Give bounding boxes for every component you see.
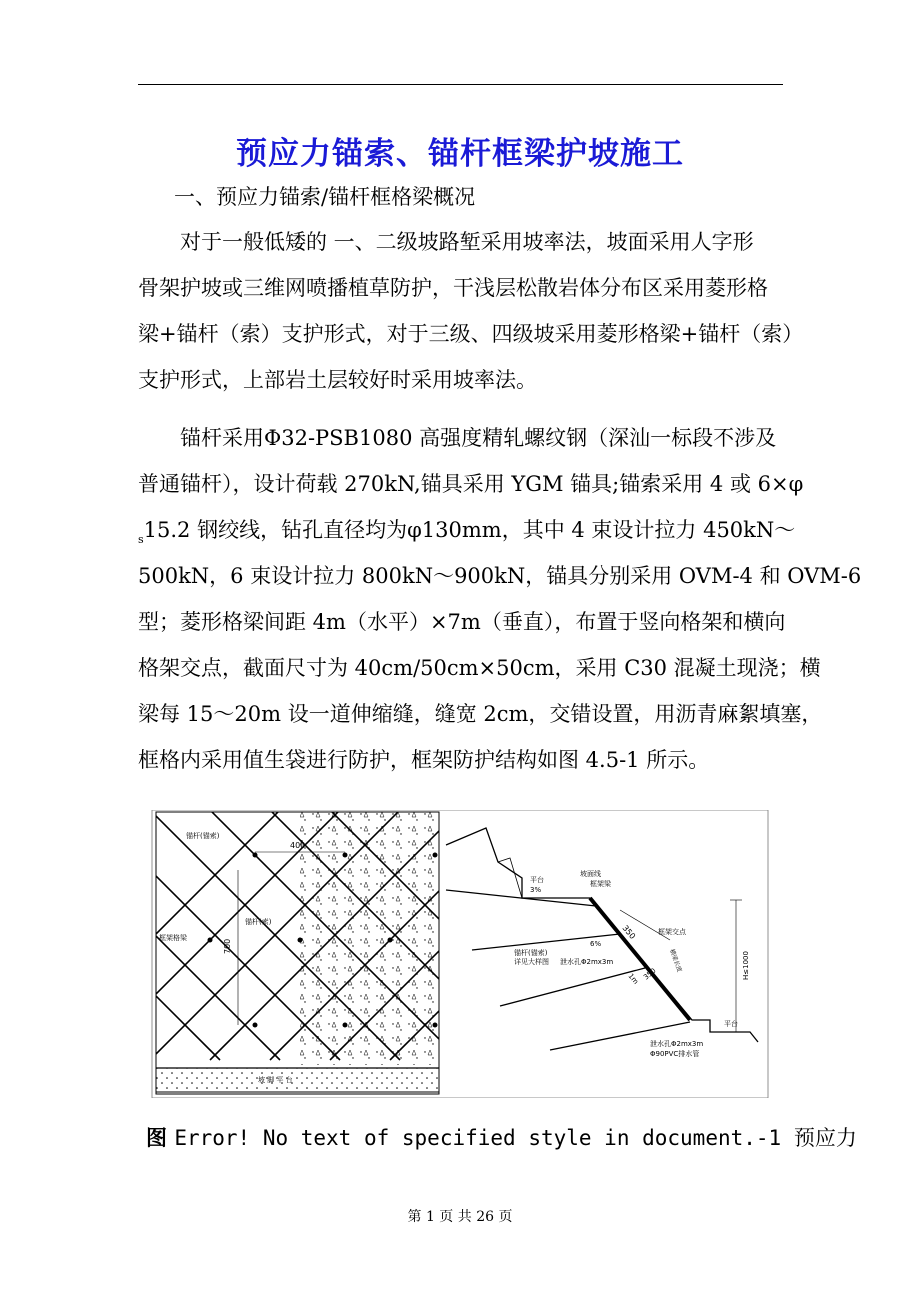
label-frame-node: 框架交点 [658,928,686,936]
caption-prefix: 图 [146,1125,175,1150]
paragraph-1-line: 梁+锚杆（索）支护形式，对于三级、四级坡采用菱形格梁+锚杆（索） [138,322,804,346]
label-anchor-mid: 锚杆(索) [245,918,272,926]
label-slope-line: 坡面线 [580,870,601,878]
paragraph-2-line: 普通锚杆），设计荷载 270kN,锚具采用 YGM 锚具;锚索采用 4 或 6×φ [138,472,804,496]
plan-view [150,810,690,1094]
paragraph-2-line: 500kN，6 束设计拉力 800kN～900kN，锚具分别采用 OVM-4 和 OVM-6 [138,564,862,588]
label-dim-400: 400 [290,841,306,850]
paragraph-2-line: 型；菱形格梁间距 4m（水平）×7m（垂直），布置于竖向格架和横向 [138,610,786,634]
label-slope-pct-mid: 6% [590,940,602,948]
label-height: H≤1000 [742,951,750,980]
section-labels [514,869,750,1058]
label-bottom-platform: 坡 脚 平 台 [258,1076,293,1084]
label-dim-700: 700 [223,938,232,954]
label-see-detail: 详见大样图 [514,958,549,966]
section-heading: 一、预应力锚索/锚杆框格梁概况 [174,185,476,209]
paragraph-1-line: 骨架护坡或三维网喷播植草防护，干浅层松散岩体分布区采用菱形格 [138,276,768,300]
paragraph-1 [138,219,804,403]
label-platform-bottom: 平台 [724,1020,738,1028]
label-frame: 框架梁 [590,880,611,888]
paragraph-1-line: 对于一般低矮的 一、二级坡路堑采用坡率法，坡面采用人字形 [180,230,754,254]
label-anchor-top: 锚杆(锚索) [186,832,220,840]
label-anchor-right: 锚杆(锚索) [514,949,548,957]
paragraph-2 [138,415,862,783]
label-dim-1m: 1m [626,972,640,986]
page-title: 预应力锚索、锚杆框梁护坡施工 [236,136,684,172]
label-drain-hole-mid: 泄水孔Φ2mx3m [560,958,614,966]
label-dim-350a: 350 [620,923,638,941]
paragraph-2-line: 格架交点，截面尺寸为 40cm/50cm×50cm，采用 C30 混凝土现浇；横 [138,656,821,680]
header-rule [138,84,783,85]
figure-frame-beam-drawing [150,810,770,1098]
paragraph-2-line: 框格内采用值生袋进行防护，框架防护结构如图 4.5-1 所示。 [138,748,710,772]
paragraph-2-line [138,507,796,553]
label-drain-hole-bottom: 泄水孔Φ2mx3m [650,1040,704,1048]
figure-caption [146,1122,857,1152]
caption-suffix: -1 预应力 [755,1126,857,1150]
paragraph-2-line: 锚杆采用Φ32-PSB1080 高强度精轧螺纹钢（深汕一标段不涉及 [180,426,777,450]
paragraph-2-line-text: 15.2 钢绞线，钻孔直径均为φ130mm，其中 4 束设计拉力 450kN～ [143,518,796,542]
page-footer: 第 1 页 共 26 页 [407,1209,513,1225]
figure-svg [150,810,770,1098]
paragraph-2-line: 梁每 15～20m 设一道伸缩缝，缝宽 2cm，交错设置，用沥青麻絮填塞， [138,702,823,726]
label-frame-beam: 框架格梁 [159,934,187,942]
label-pvc-pipe: Φ90PVC排水管 [650,1050,700,1058]
label-beam-side: 横梁长度 [668,948,683,974]
section-view [446,828,758,1050]
paragraph-1-line: 支护形式，上部岩土层较好时采用坡率法。 [138,368,537,392]
label-platform-top: 平台 [530,876,544,884]
label-slope-pct-top: 3% [530,886,542,894]
caption-error: Error! No text of specified style in document. [174,1126,756,1150]
label-dim-350b: 350 [642,966,658,982]
subscript-s: s [138,533,144,546]
